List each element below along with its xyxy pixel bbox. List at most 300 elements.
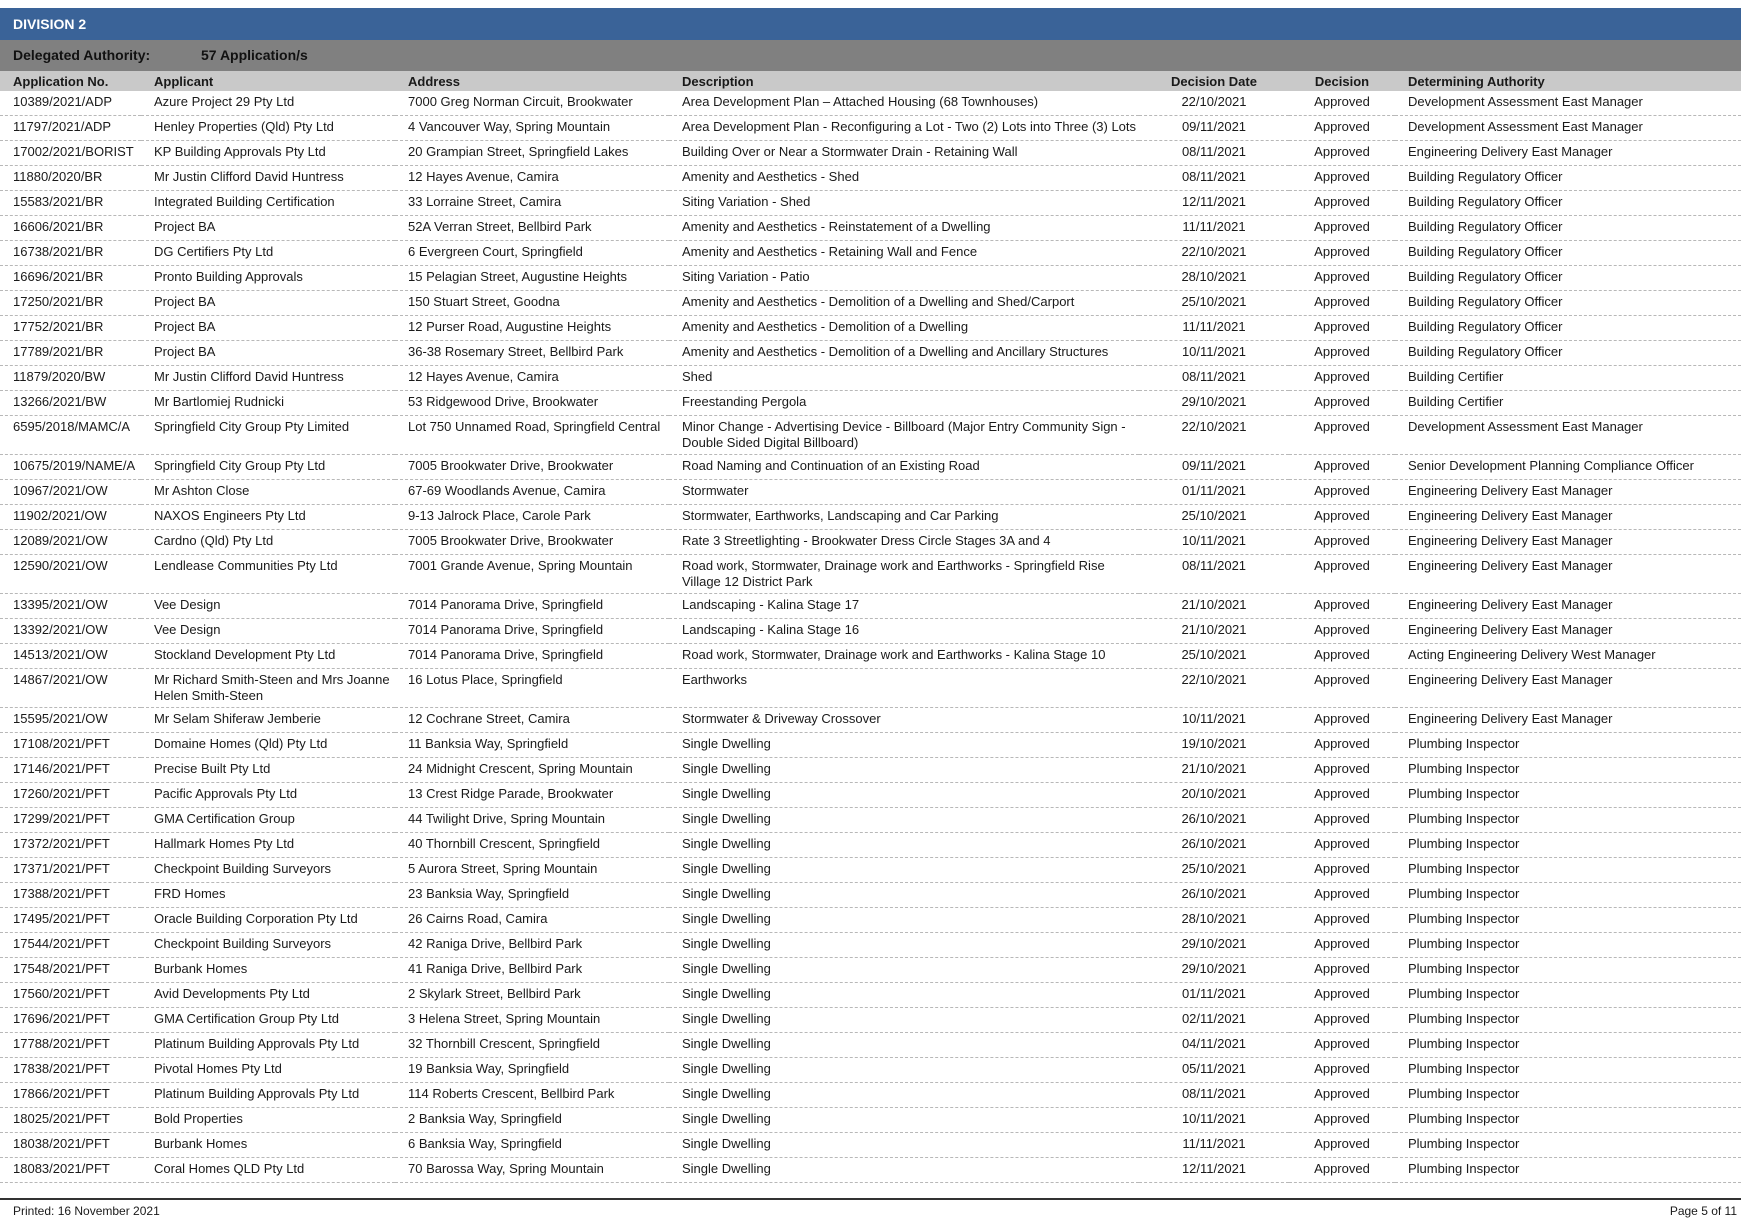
cell-decision-date: 01/11/2021 xyxy=(1139,983,1289,1008)
cell-applicant: KP Building Approvals Pty Ltd xyxy=(141,141,395,166)
cell-determining-authority: Development Assessment East Manager xyxy=(1395,91,1741,116)
cell-applicant: Bold Properties xyxy=(141,1108,395,1133)
cell-decision: Approved xyxy=(1289,241,1395,266)
cell-decision: Approved xyxy=(1289,216,1395,241)
cell-decision: Approved xyxy=(1289,708,1395,733)
cell-application-no: 13266/2021/BW xyxy=(0,391,141,416)
cell-application-no: 17560/2021/PFT xyxy=(0,983,141,1008)
table-row xyxy=(0,1058,1741,1083)
table-row xyxy=(0,91,1741,116)
cell-application-no: 17548/2021/PFT xyxy=(0,958,141,983)
cell-description: Single Dwelling xyxy=(669,858,1139,883)
cell-address: 26 Cairns Road, Camira xyxy=(395,908,669,933)
cell-applicant: Checkpoint Building Surveyors xyxy=(141,933,395,958)
cell-description: Amenity and Aesthetics - Shed xyxy=(669,166,1139,191)
cell-determining-authority: Plumbing Inspector xyxy=(1395,808,1741,833)
table-row xyxy=(0,644,1741,669)
cell-application-no: 17002/2021/BORIST xyxy=(0,141,141,166)
cell-address: 32 Thornbill Crescent, Springfield xyxy=(395,1033,669,1058)
cell-decision-date: 05/11/2021 xyxy=(1139,1058,1289,1083)
printed-date: Printed: 16 November 2021 xyxy=(13,1204,160,1218)
cell-determining-authority: Plumbing Inspector xyxy=(1395,1158,1741,1183)
cell-decision: Approved xyxy=(1289,833,1395,858)
table-row xyxy=(0,191,1741,216)
cell-address: 7001 Grande Avenue, Spring Mountain xyxy=(395,555,669,594)
cell-decision: Approved xyxy=(1289,455,1395,480)
cell-decision: Approved xyxy=(1289,191,1395,216)
cell-application-no: 17789/2021/BR xyxy=(0,341,141,366)
cell-address: 70 Barossa Way, Spring Mountain xyxy=(395,1158,669,1183)
cell-description: Single Dwelling xyxy=(669,933,1139,958)
cell-determining-authority: Plumbing Inspector xyxy=(1395,1058,1741,1083)
cell-decision: Approved xyxy=(1289,858,1395,883)
table-row xyxy=(0,530,1741,555)
cell-application-no: 14513/2021/OW xyxy=(0,644,141,669)
cell-application-no: 17388/2021/PFT xyxy=(0,883,141,908)
cell-decision: Approved xyxy=(1289,116,1395,141)
cell-decision-date: 12/11/2021 xyxy=(1139,191,1289,216)
cell-decision-date: 28/10/2021 xyxy=(1139,908,1289,933)
table-row xyxy=(0,266,1741,291)
division-header: DIVISION 2 xyxy=(0,8,1741,40)
cell-decision: Approved xyxy=(1289,1033,1395,1058)
cell-applicant: Mr Richard Smith-Steen and Mrs Joanne Helen Smith-Steen xyxy=(141,669,395,708)
cell-applicant: Checkpoint Building Surveyors xyxy=(141,858,395,883)
table-row xyxy=(0,1133,1741,1158)
cell-determining-authority: Plumbing Inspector xyxy=(1395,958,1741,983)
cell-decision-date: 08/11/2021 xyxy=(1139,1083,1289,1108)
cell-determining-authority: Plumbing Inspector xyxy=(1395,908,1741,933)
cell-address: 7005 Brookwater Drive, Brookwater xyxy=(395,455,669,480)
cell-determining-authority: Building Regulatory Officer xyxy=(1395,166,1741,191)
cell-description: Single Dwelling xyxy=(669,733,1139,758)
cell-applicant: Cardno (Qld) Pty Ltd xyxy=(141,530,395,555)
cell-applicant: NAXOS Engineers Pty Ltd xyxy=(141,505,395,530)
cell-decision: Approved xyxy=(1289,141,1395,166)
cell-decision-date: 28/10/2021 xyxy=(1139,266,1289,291)
cell-description: Area Development Plan - Reconfiguring a Lot - Two (2) Lots into Three (3) Lots xyxy=(669,116,1139,141)
cell-decision-date: 29/10/2021 xyxy=(1139,933,1289,958)
cell-applicant: DG Certifiers Pty Ltd xyxy=(141,241,395,266)
cell-applicant: Springfield City Group Pty Ltd xyxy=(141,455,395,480)
cell-application-no: 11797/2021/ADP xyxy=(0,116,141,141)
cell-description: Single Dwelling xyxy=(669,1133,1139,1158)
cell-address: 12 Hayes Avenue, Camira xyxy=(395,366,669,391)
cell-application-no: 6595/2018/MAMC/A xyxy=(0,416,141,455)
cell-description: Single Dwelling xyxy=(669,1108,1139,1133)
cell-address: 7014 Panorama Drive, Springfield xyxy=(395,594,669,619)
table-header-row xyxy=(0,71,1741,91)
cell-applicant: Precise Built Pty Ltd xyxy=(141,758,395,783)
cell-application-no: 15583/2021/BR xyxy=(0,191,141,216)
cell-application-no: 17752/2021/BR xyxy=(0,316,141,341)
cell-decision: Approved xyxy=(1289,933,1395,958)
cell-description: Single Dwelling xyxy=(669,1158,1139,1183)
cell-decision-date: 26/10/2021 xyxy=(1139,833,1289,858)
cell-determining-authority: Building Certifier xyxy=(1395,391,1741,416)
cell-applicant: Project BA xyxy=(141,216,395,241)
cell-determining-authority: Plumbing Inspector xyxy=(1395,983,1741,1008)
table-row xyxy=(0,166,1741,191)
cell-determining-authority: Plumbing Inspector xyxy=(1395,933,1741,958)
cell-applicant: Springfield City Group Pty Limited xyxy=(141,416,395,455)
cell-applicant: Avid Developments Pty Ltd xyxy=(141,983,395,1008)
cell-description: Single Dwelling xyxy=(669,958,1139,983)
cell-decision: Approved xyxy=(1289,291,1395,316)
cell-decision: Approved xyxy=(1289,316,1395,341)
cell-address: 114 Roberts Crescent, Bellbird Park xyxy=(395,1083,669,1108)
cell-decision: Approved xyxy=(1289,808,1395,833)
cell-address: 7005 Brookwater Drive, Brookwater xyxy=(395,530,669,555)
cell-decision-date: 10/11/2021 xyxy=(1139,708,1289,733)
table-row xyxy=(0,1158,1741,1183)
cell-applicant: Lendlease Communities Pty Ltd xyxy=(141,555,395,594)
column-header-applicant: Applicant xyxy=(141,71,395,91)
cell-determining-authority: Engineering Delivery East Manager xyxy=(1395,530,1741,555)
cell-application-no: 17371/2021/PFT xyxy=(0,858,141,883)
cell-applicant: Vee Design xyxy=(141,594,395,619)
cell-description: Siting Variation - Patio xyxy=(669,266,1139,291)
cell-description: Road Naming and Continuation of an Existing Road xyxy=(669,455,1139,480)
application-count: 57 Application/s xyxy=(201,47,308,63)
cell-description: Amenity and Aesthetics - Retaining Wall and Fence xyxy=(669,241,1139,266)
cell-decision-date: 20/10/2021 xyxy=(1139,783,1289,808)
cell-decision: Approved xyxy=(1289,1108,1395,1133)
cell-description: Landscaping - Kalina Stage 17 xyxy=(669,594,1139,619)
cell-determining-authority: Building Certifier xyxy=(1395,366,1741,391)
cell-decision-date: 01/11/2021 xyxy=(1139,480,1289,505)
cell-application-no: 10389/2021/ADP xyxy=(0,91,141,116)
column-header-decision-date: Decision Date xyxy=(1139,71,1289,91)
table-row xyxy=(0,619,1741,644)
cell-decision-date: 25/10/2021 xyxy=(1139,505,1289,530)
cell-applicant: Henley Properties (Qld) Pty Ltd xyxy=(141,116,395,141)
cell-determining-authority: Engineering Delivery East Manager xyxy=(1395,141,1741,166)
cell-decision-date: 25/10/2021 xyxy=(1139,644,1289,669)
cell-decision-date: 09/11/2021 xyxy=(1139,455,1289,480)
table-row xyxy=(0,758,1741,783)
cell-address: 7014 Panorama Drive, Springfield xyxy=(395,619,669,644)
cell-decision: Approved xyxy=(1289,391,1395,416)
cell-determining-authority: Plumbing Inspector xyxy=(1395,1033,1741,1058)
table-row xyxy=(0,241,1741,266)
cell-determining-authority: Building Regulatory Officer xyxy=(1395,316,1741,341)
cell-application-no: 10675/2019/NAME/A xyxy=(0,455,141,480)
cell-determining-authority: Engineering Delivery East Manager xyxy=(1395,480,1741,505)
cell-decision-date: 08/11/2021 xyxy=(1139,555,1289,594)
cell-applicant: Integrated Building Certification xyxy=(141,191,395,216)
cell-decision: Approved xyxy=(1289,619,1395,644)
cell-decision: Approved xyxy=(1289,1008,1395,1033)
cell-address: 9-13 Jalrock Place, Carole Park xyxy=(395,505,669,530)
cell-decision-date: 08/11/2021 xyxy=(1139,166,1289,191)
cell-determining-authority: Plumbing Inspector xyxy=(1395,833,1741,858)
cell-address: 42 Raniga Drive, Bellbird Park xyxy=(395,933,669,958)
cell-determining-authority: Engineering Delivery East Manager xyxy=(1395,669,1741,708)
table-row xyxy=(0,783,1741,808)
cell-application-no: 17495/2021/PFT xyxy=(0,908,141,933)
cell-description: Single Dwelling xyxy=(669,908,1139,933)
table-row xyxy=(0,316,1741,341)
cell-determining-authority: Building Regulatory Officer xyxy=(1395,266,1741,291)
cell-decision: Approved xyxy=(1289,733,1395,758)
cell-description: Single Dwelling xyxy=(669,983,1139,1008)
cell-address: 15 Pelagian Street, Augustine Heights xyxy=(395,266,669,291)
cell-applicant: Project BA xyxy=(141,316,395,341)
cell-application-no: 18038/2021/PFT xyxy=(0,1133,141,1158)
cell-determining-authority: Development Assessment East Manager xyxy=(1395,116,1741,141)
cell-address: 53 Ridgewood Drive, Brookwater xyxy=(395,391,669,416)
cell-decision: Approved xyxy=(1289,1058,1395,1083)
cell-address: 7014 Panorama Drive, Springfield xyxy=(395,644,669,669)
cell-address: 11 Banksia Way, Springfield xyxy=(395,733,669,758)
cell-applicant: Mr Bartlomiej Rudnicki xyxy=(141,391,395,416)
cell-decision-date: 22/10/2021 xyxy=(1139,91,1289,116)
column-header-address: Address xyxy=(395,71,669,91)
cell-application-no: 18025/2021/PFT xyxy=(0,1108,141,1133)
cell-decision: Approved xyxy=(1289,758,1395,783)
cell-description: Area Development Plan – Attached Housing (68 Townhouses) xyxy=(669,91,1139,116)
cell-decision: Approved xyxy=(1289,644,1395,669)
cell-address: 23 Banksia Way, Springfield xyxy=(395,883,669,908)
table-row xyxy=(0,480,1741,505)
cell-decision: Approved xyxy=(1289,166,1395,191)
page-number: Page 5 of 11 xyxy=(1669,1204,1737,1218)
cell-decision-date: 10/11/2021 xyxy=(1139,1108,1289,1133)
cell-determining-authority: Engineering Delivery East Manager xyxy=(1395,505,1741,530)
cell-applicant: FRD Homes xyxy=(141,883,395,908)
cell-address: 24 Midnight Crescent, Spring Mountain xyxy=(395,758,669,783)
cell-determining-authority: Senior Development Planning Compliance Officer xyxy=(1395,455,1741,480)
cell-description: Road work, Stormwater, Drainage work and Earthworks - Springfield Rise Village 12 District Park xyxy=(669,555,1139,594)
cell-description: Landscaping - Kalina Stage 16 xyxy=(669,619,1139,644)
cell-address: 12 Cochrane Street, Camira xyxy=(395,708,669,733)
cell-applicant: Mr Ashton Close xyxy=(141,480,395,505)
cell-determining-authority: Plumbing Inspector xyxy=(1395,1108,1741,1133)
table-row xyxy=(0,416,1741,455)
cell-application-no: 13395/2021/OW xyxy=(0,594,141,619)
cell-address: 12 Purser Road, Augustine Heights xyxy=(395,316,669,341)
cell-decision-date: 02/11/2021 xyxy=(1139,1008,1289,1033)
table-row xyxy=(0,1008,1741,1033)
cell-determining-authority: Plumbing Inspector xyxy=(1395,1133,1741,1158)
cell-applicant: Coral Homes QLD Pty Ltd xyxy=(141,1158,395,1183)
cell-address: 52A Verran Street, Bellbird Park xyxy=(395,216,669,241)
cell-determining-authority: Plumbing Inspector xyxy=(1395,1083,1741,1108)
cell-decision: Approved xyxy=(1289,958,1395,983)
cell-address: 7000 Greg Norman Circuit, Brookwater xyxy=(395,91,669,116)
table-row xyxy=(0,708,1741,733)
cell-applicant: Burbank Homes xyxy=(141,958,395,983)
cell-decision-date: 25/10/2021 xyxy=(1139,858,1289,883)
cell-decision-date: 26/10/2021 xyxy=(1139,883,1289,908)
table-row xyxy=(0,555,1741,594)
cell-decision-date: 04/11/2021 xyxy=(1139,1033,1289,1058)
cell-address: 67-69 Woodlands Avenue, Camira xyxy=(395,480,669,505)
cell-decision: Approved xyxy=(1289,883,1395,908)
cell-determining-authority: Plumbing Inspector xyxy=(1395,883,1741,908)
cell-determining-authority: Engineering Delivery East Manager xyxy=(1395,619,1741,644)
table-row xyxy=(0,1033,1741,1058)
table-row xyxy=(0,594,1741,619)
cell-determining-authority: Development Assessment East Manager xyxy=(1395,416,1741,455)
cell-applicant: GMA Certification Group Pty Ltd xyxy=(141,1008,395,1033)
cell-decision: Approved xyxy=(1289,341,1395,366)
cell-applicant: Azure Project 29 Pty Ltd xyxy=(141,91,395,116)
cell-decision: Approved xyxy=(1289,1133,1395,1158)
cell-application-no: 11879/2020/BW xyxy=(0,366,141,391)
cell-applicant: Mr Justin Clifford David Huntress xyxy=(141,166,395,191)
cell-application-no: 11880/2020/BR xyxy=(0,166,141,191)
cell-decision-date: 22/10/2021 xyxy=(1139,416,1289,455)
cell-decision-date: 08/11/2021 xyxy=(1139,366,1289,391)
cell-address: 2 Skylark Street, Bellbird Park xyxy=(395,983,669,1008)
cell-applicant: Mr Selam Shiferaw Jemberie xyxy=(141,708,395,733)
cell-decision-date: 26/10/2021 xyxy=(1139,808,1289,833)
table-row xyxy=(0,733,1741,758)
cell-decision: Approved xyxy=(1289,1158,1395,1183)
cell-decision-date: 09/11/2021 xyxy=(1139,116,1289,141)
cell-determining-authority: Building Regulatory Officer xyxy=(1395,291,1741,316)
table-row xyxy=(0,833,1741,858)
cell-determining-authority: Plumbing Inspector xyxy=(1395,733,1741,758)
cell-address: 36-38 Rosemary Street, Bellbird Park xyxy=(395,341,669,366)
table-row xyxy=(0,341,1741,366)
cell-description: Earthworks xyxy=(669,669,1139,708)
cell-decision: Approved xyxy=(1289,480,1395,505)
cell-decision-date: 11/11/2021 xyxy=(1139,316,1289,341)
cell-address: 2 Banksia Way, Springfield xyxy=(395,1108,669,1133)
applications-table xyxy=(0,71,1741,1183)
table-row xyxy=(0,858,1741,883)
cell-application-no: 17146/2021/PFT xyxy=(0,758,141,783)
cell-determining-authority: Plumbing Inspector xyxy=(1395,858,1741,883)
cell-application-no: 16606/2021/BR xyxy=(0,216,141,241)
cell-decision: Approved xyxy=(1289,555,1395,594)
cell-address: 41 Raniga Drive, Bellbird Park xyxy=(395,958,669,983)
table-row xyxy=(0,141,1741,166)
table-row xyxy=(0,455,1741,480)
cell-description: Single Dwelling xyxy=(669,1083,1139,1108)
cell-application-no: 12590/2021/OW xyxy=(0,555,141,594)
cell-applicant: Project BA xyxy=(141,341,395,366)
cell-description: Rate 3 Streetlighting - Brookwater Dress Circle Stages 3A and 4 xyxy=(669,530,1139,555)
cell-address: 12 Hayes Avenue, Camira xyxy=(395,166,669,191)
cell-application-no: 18083/2021/PFT xyxy=(0,1158,141,1183)
cell-applicant: Stockland Development Pty Ltd xyxy=(141,644,395,669)
cell-decision-date: 11/11/2021 xyxy=(1139,216,1289,241)
cell-description: Road work, Stormwater, Drainage work and Earthworks - Kalina Stage 10 xyxy=(669,644,1139,669)
cell-description: Siting Variation - Shed xyxy=(669,191,1139,216)
authority-header xyxy=(0,40,1741,71)
cell-decision: Approved xyxy=(1289,505,1395,530)
cell-applicant: Platinum Building Approvals Pty Ltd xyxy=(141,1033,395,1058)
cell-address: 13 Crest Ridge Parade, Brookwater xyxy=(395,783,669,808)
column-header-description: Description xyxy=(669,71,1139,91)
cell-applicant: Domaine Homes (Qld) Pty Ltd xyxy=(141,733,395,758)
cell-decision-date: 11/11/2021 xyxy=(1139,1133,1289,1158)
cell-application-no: 16738/2021/BR xyxy=(0,241,141,266)
cell-applicant: Oracle Building Corporation Pty Ltd xyxy=(141,908,395,933)
table-row xyxy=(0,908,1741,933)
cell-determining-authority: Engineering Delivery East Manager xyxy=(1395,555,1741,594)
cell-description: Amenity and Aesthetics - Demolition of a Dwelling xyxy=(669,316,1139,341)
cell-applicant: Hallmark Homes Pty Ltd xyxy=(141,833,395,858)
cell-description: Stormwater xyxy=(669,480,1139,505)
cell-application-no: 17788/2021/PFT xyxy=(0,1033,141,1058)
cell-applicant: Burbank Homes xyxy=(141,1133,395,1158)
cell-determining-authority: Engineering Delivery East Manager xyxy=(1395,708,1741,733)
cell-address: 33 Lorraine Street, Camira xyxy=(395,191,669,216)
cell-description: Single Dwelling xyxy=(669,783,1139,808)
cell-address: 20 Grampian Street, Springfield Lakes xyxy=(395,141,669,166)
cell-applicant: Mr Justin Clifford David Huntress xyxy=(141,366,395,391)
cell-decision-date: 10/11/2021 xyxy=(1139,341,1289,366)
cell-determining-authority: Building Regulatory Officer xyxy=(1395,241,1741,266)
table-row xyxy=(0,366,1741,391)
cell-decision: Approved xyxy=(1289,669,1395,708)
cell-description: Single Dwelling xyxy=(669,808,1139,833)
cell-application-no: 13392/2021/OW xyxy=(0,619,141,644)
cell-applicant: Pacific Approvals Pty Ltd xyxy=(141,783,395,808)
cell-decision-date: 29/10/2021 xyxy=(1139,391,1289,416)
cell-decision-date: 21/10/2021 xyxy=(1139,594,1289,619)
cell-description: Single Dwelling xyxy=(669,883,1139,908)
table-row xyxy=(0,291,1741,316)
cell-decision-date: 21/10/2021 xyxy=(1139,619,1289,644)
cell-determining-authority: Engineering Delivery East Manager xyxy=(1395,594,1741,619)
cell-decision: Approved xyxy=(1289,366,1395,391)
cell-determining-authority: Plumbing Inspector xyxy=(1395,758,1741,783)
cell-determining-authority: Plumbing Inspector xyxy=(1395,1008,1741,1033)
cell-applicant: Pronto Building Approvals xyxy=(141,266,395,291)
cell-decision-date: 29/10/2021 xyxy=(1139,958,1289,983)
cell-applicant: GMA Certification Group xyxy=(141,808,395,833)
cell-decision: Approved xyxy=(1289,908,1395,933)
table-row xyxy=(0,808,1741,833)
cell-description: Single Dwelling xyxy=(669,1033,1139,1058)
cell-decision-date: 22/10/2021 xyxy=(1139,669,1289,708)
cell-description: Shed xyxy=(669,366,1139,391)
cell-decision-date: 22/10/2021 xyxy=(1139,241,1289,266)
table-row xyxy=(0,983,1741,1008)
table-row xyxy=(0,669,1741,708)
cell-applicant: Platinum Building Approvals Pty Ltd xyxy=(141,1083,395,1108)
cell-determining-authority: Plumbing Inspector xyxy=(1395,783,1741,808)
cell-applicant: Vee Design xyxy=(141,619,395,644)
cell-application-no: 14867/2021/OW xyxy=(0,669,141,708)
cell-decision-date: 08/11/2021 xyxy=(1139,141,1289,166)
cell-description: Amenity and Aesthetics - Demolition of a Dwelling and Shed/Carport xyxy=(669,291,1139,316)
cell-applicant: Pivotal Homes Pty Ltd xyxy=(141,1058,395,1083)
cell-address: 19 Banksia Way, Springfield xyxy=(395,1058,669,1083)
cell-application-no: 17696/2021/PFT xyxy=(0,1008,141,1033)
cell-application-no: 11902/2021/OW xyxy=(0,505,141,530)
table-row xyxy=(0,1108,1741,1133)
cell-address: Lot 750 Unnamed Road, Springfield Central xyxy=(395,416,669,455)
cell-address: 6 Banksia Way, Springfield xyxy=(395,1133,669,1158)
cell-description: Single Dwelling xyxy=(669,833,1139,858)
cell-decision-date: 10/11/2021 xyxy=(1139,530,1289,555)
cell-description: Single Dwelling xyxy=(669,758,1139,783)
cell-address: 16 Lotus Place, Springfield xyxy=(395,669,669,708)
cell-description: Stormwater & Driveway Crossover xyxy=(669,708,1139,733)
cell-application-no: 17544/2021/PFT xyxy=(0,933,141,958)
table-row xyxy=(0,933,1741,958)
cell-application-no: 17838/2021/PFT xyxy=(0,1058,141,1083)
cell-address: 40 Thornbill Crescent, Springfield xyxy=(395,833,669,858)
cell-description: Amenity and Aesthetics - Reinstatement of a Dwelling xyxy=(669,216,1139,241)
